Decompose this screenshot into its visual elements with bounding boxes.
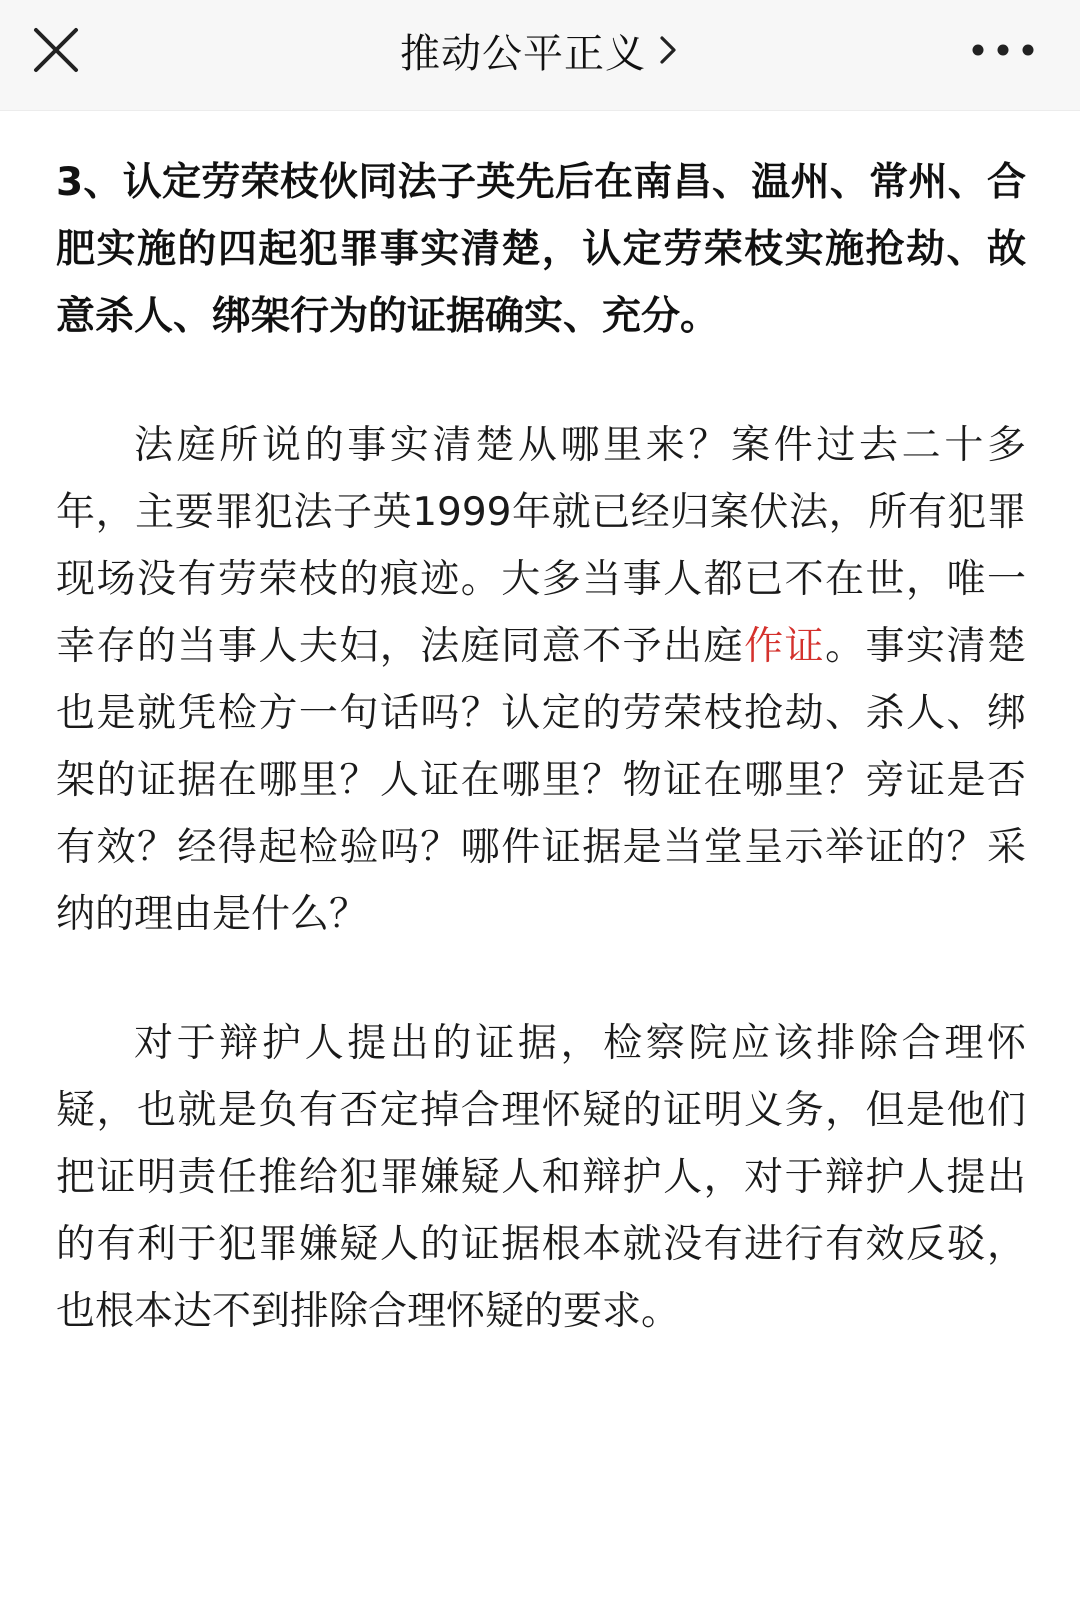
paragraph-spacer [56, 948, 1026, 1010]
page-title: 推动公平正义 [400, 30, 646, 77]
highlighted-keyword-link[interactable]: 作证 [744, 624, 826, 669]
more-options-button[interactable] [968, 30, 1038, 70]
defense-paragraph: 对于辩护人提出的证据，检察院应该排除合理怀疑，也就是负有否定掉合理怀疑的证明义务，但是他们把证明责任推给犯罪嫌疑人和辩护人，对于辩护人提出的有利于犯罪嫌疑人的证据根本就没有进行有效反驳，也根本达不到排除合理怀疑的要求。 [56, 1021, 1026, 1334]
close-icon [28, 22, 84, 78]
chevron-right-icon [656, 34, 680, 66]
account-title-link[interactable] [400, 22, 680, 79]
facts-paragraph [56, 412, 1026, 948]
facts-text-part1: 法庭所说的事实清楚从哪里来？案件过去二十多年，主要罪犯法子英1999年就已经归案伏法，所有犯罪现场没有劳荣枝的痕迹。大多当事人都已不在世，唯一幸存的当事人夫妇，法庭同意不予出庭 [56, 423, 1026, 669]
facts-text-part2: 。事实清楚也是就凭检方一句话吗？认定的劳荣枝抢劫、杀人、绑架的证据在哪里？人证在哪里？物证在哪里？旁证是否有效？经得起检验吗？哪件证据是当堂呈示举证的？采纳的理由是什么？ [56, 624, 1026, 937]
article-body [0, 111, 1080, 1345]
paragraph-spacer [56, 350, 1026, 412]
more-horizontal-icon [968, 30, 1038, 70]
top-bar [0, 0, 1080, 111]
bold-point-paragraph: 3、认定劳荣枝伙同法子英先后在南昌、温州、常州、合肥实施的四起犯罪事实清楚，认定劳荣枝实施抢劫、故意杀人、绑架行为的证据确实、充分。 [56, 160, 1026, 339]
close-button[interactable] [28, 22, 84, 78]
